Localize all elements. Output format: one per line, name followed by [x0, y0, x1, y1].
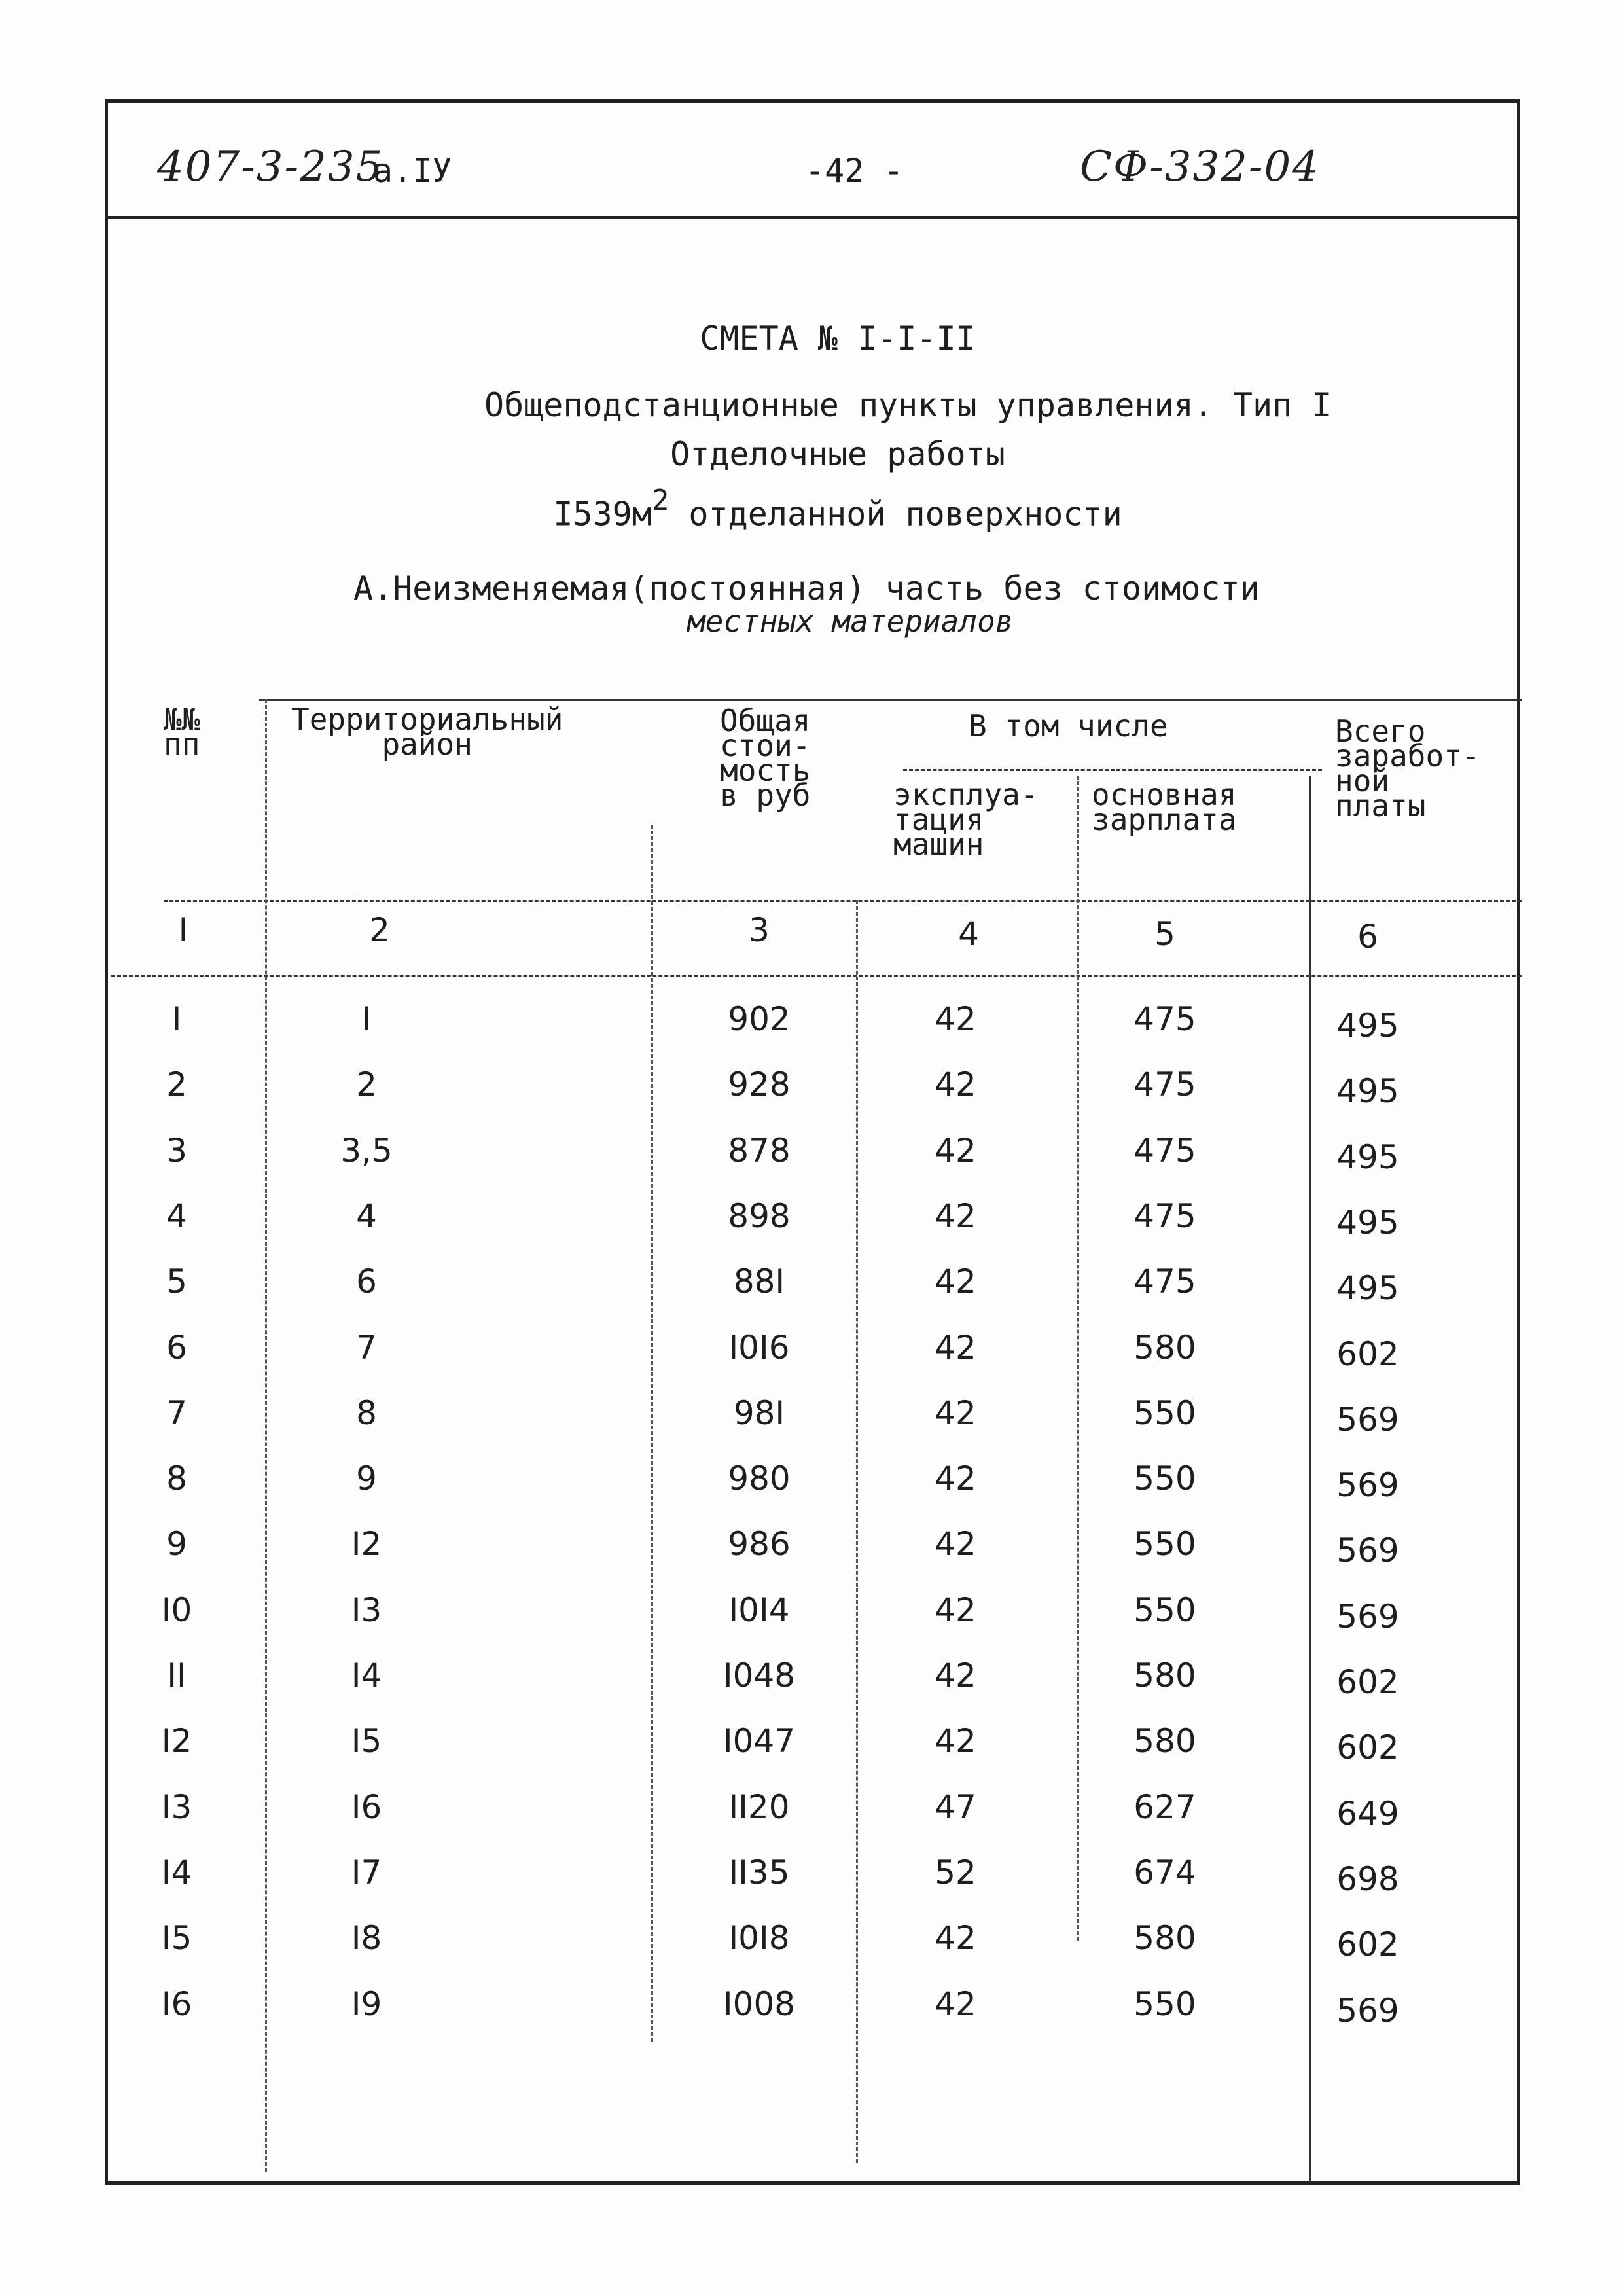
hdr-region-line1: Территориальный [291, 702, 563, 737]
hdr-machines-line1: эксплуа- [893, 777, 1039, 812]
cell-base-salary: 550 [1133, 1393, 1196, 1432]
col-sep-3 [856, 900, 858, 2163]
cell-row-number: I2 [161, 1722, 192, 1761]
col-number-4: 4 [958, 915, 979, 953]
cell-machine-cost: 42 [935, 1590, 976, 1629]
cell-machine-cost: 42 [935, 1393, 976, 1432]
col-number-2: 2 [369, 911, 390, 949]
cell-total-cost: II35 [728, 1853, 790, 1892]
cell-total-salary: 602 [1336, 1926, 1399, 1964]
cell-total-salary: 495 [1336, 1269, 1399, 1308]
cell-machine-cost: 42 [935, 1000, 976, 1038]
cell-row-number: 7 [166, 1393, 187, 1432]
volume-unit-sup: 2 [651, 484, 669, 517]
cell-total-cost: 902 [728, 1000, 791, 1038]
cell-region: I4 [351, 1657, 382, 1695]
cell-total-cost: I048 [722, 1657, 796, 1695]
section-title: А.Неизменяемая(постоянная) часть без стоимости [353, 569, 1260, 607]
cell-base-salary: 580 [1133, 1722, 1196, 1761]
cell-total-cost: 878 [728, 1131, 791, 1170]
hdr-machines-line3: машин [893, 827, 984, 862]
col-sep-4 [1077, 776, 1079, 1941]
hdr-total-cost-line2: стои- [720, 728, 811, 763]
cell-machine-cost: 42 [935, 1196, 976, 1235]
cell-base-salary: 475 [1133, 1000, 1196, 1038]
cell-total-salary: 495 [1336, 1138, 1399, 1176]
hdr-base-salary [1092, 777, 1237, 837]
cell-row-number: II [167, 1657, 187, 1695]
cell-row-number: I6 [161, 1984, 192, 2023]
cell-total-salary: 569 [1336, 1991, 1399, 2030]
hdr-num-line2: пп [164, 726, 200, 762]
cell-total-salary: 569 [1336, 1466, 1399, 1505]
cell-row-number: I [171, 1000, 182, 1038]
cell-total-salary: 495 [1336, 1203, 1399, 1242]
cell-region: I3 [351, 1590, 382, 1629]
cell-row-number: 4 [166, 1196, 187, 1235]
cell-base-salary: 550 [1133, 1460, 1196, 1498]
cell-base-salary: 550 [1133, 1984, 1196, 2023]
cell-total-cost: 928 [728, 1066, 791, 1104]
col-number-3: 3 [749, 911, 770, 949]
cell-total-cost: 98I [733, 1393, 785, 1432]
cell-total-salary: 602 [1336, 1663, 1399, 1701]
cell-region: 7 [356, 1328, 377, 1367]
hdr-num-line1: №№ [164, 702, 200, 737]
cell-row-number: I0 [161, 1590, 192, 1629]
cell-total-cost: 986 [728, 1525, 791, 1564]
cell-region: 9 [356, 1460, 377, 1498]
cell-base-salary: 627 [1133, 1787, 1196, 1826]
cell-machine-cost: 42 [935, 1984, 976, 2023]
cell-machine-cost: 42 [935, 1263, 976, 1301]
cell-row-number: 3 [166, 1131, 187, 1170]
cell-total-cost: 980 [728, 1460, 791, 1498]
cell-region: 4 [356, 1196, 377, 1235]
cell-total-salary: 569 [1336, 1532, 1399, 1570]
table-top-rule [259, 699, 1522, 701]
hdr-group: В том числе [969, 708, 1168, 744]
cell-total-salary: 569 [1336, 1400, 1399, 1439]
doc-code: 407-3-235 [157, 143, 384, 191]
hdr-machines-line2: тация [893, 802, 984, 837]
cell-base-salary: 550 [1133, 1525, 1196, 1564]
header-divider [105, 216, 1520, 219]
hdr-total-cost-line3: мость [720, 753, 811, 788]
cell-row-number: 5 [166, 1263, 187, 1301]
cell-base-salary: 475 [1133, 1131, 1196, 1170]
cell-total-salary: 649 [1336, 1794, 1399, 1833]
cell-machine-cost: 42 [935, 1131, 976, 1170]
page-number: -42 - [805, 152, 904, 190]
cell-row-number: 9 [166, 1525, 187, 1564]
group-rule [903, 769, 1322, 771]
cell-region: I2 [351, 1525, 382, 1564]
cell-machine-cost: 42 [935, 1066, 976, 1104]
cell-machine-cost: 42 [935, 1722, 976, 1761]
cell-base-salary: 580 [1133, 1328, 1196, 1367]
hdr-region-line2: район [382, 726, 473, 762]
cell-region: I5 [351, 1722, 382, 1761]
cell-region: I6 [351, 1787, 382, 1826]
cell-total-salary: 602 [1336, 1729, 1399, 1767]
cell-base-salary: 475 [1133, 1066, 1196, 1104]
hdr-base-salary-line2: зарплата [1092, 802, 1237, 837]
cell-region: I [361, 1000, 372, 1038]
hdr-total-cost [720, 703, 811, 813]
hdr-total-salary-line4: платы [1335, 788, 1426, 823]
hdr-machines [893, 777, 1039, 862]
cell-total-cost: 88I [733, 1263, 785, 1301]
cell-region: 2 [356, 1066, 377, 1104]
hdr-total-salary-line1: Всего [1335, 713, 1426, 749]
cell-base-salary: 550 [1133, 1590, 1196, 1629]
cell-region: I8 [351, 1919, 382, 1958]
cell-region: 3,5 [340, 1131, 393, 1170]
cell-base-salary: 580 [1133, 1919, 1196, 1958]
cell-row-number: I5 [161, 1919, 192, 1958]
cell-row-number: 8 [166, 1460, 187, 1498]
cell-total-cost: 898 [728, 1196, 791, 1235]
cell-machine-cost: 42 [935, 1657, 976, 1695]
cell-machine-cost: 42 [935, 1328, 976, 1367]
col-number-6: 6 [1357, 918, 1378, 956]
cell-region: I7 [351, 1853, 382, 1892]
hdr-total-salary [1335, 713, 1480, 823]
hdr-total-salary-line2: заработ- [1335, 738, 1480, 774]
cell-machine-cost: 42 [935, 1460, 976, 1498]
volume-tail: отделанной поверхности [669, 495, 1122, 533]
hdr-total-cost-line4: в руб [720, 778, 811, 813]
cell-machine-cost: 42 [935, 1525, 976, 1564]
hdr-total-cost-line1: Общая [720, 703, 811, 738]
work-type: Отделочные работы [670, 435, 1005, 473]
header-bottom-rule [164, 900, 1522, 902]
hdr-base-salary-line1: основная [1092, 777, 1237, 812]
cell-region: I9 [351, 1984, 382, 2023]
cell-total-cost: I047 [722, 1722, 796, 1761]
cell-base-salary: 674 [1133, 1853, 1196, 1892]
cell-base-salary: 475 [1133, 1263, 1196, 1301]
cell-region: 6 [356, 1263, 377, 1301]
cell-total-salary: 569 [1336, 1597, 1399, 1636]
section-subtitle: местных материалов [687, 603, 1014, 639]
cell-total-cost: II20 [728, 1787, 790, 1826]
col-number-1: I [178, 911, 188, 949]
cell-machine-cost: 47 [935, 1787, 976, 1826]
cell-total-salary: 602 [1336, 1335, 1399, 1373]
cell-machine-cost: 42 [935, 1919, 976, 1958]
cell-base-salary: 580 [1133, 1657, 1196, 1695]
volume-value: I539м [553, 495, 652, 533]
estimate-subtitle: Общеподстанционные пункты управления. Тип I [484, 386, 1332, 424]
series-code: СФ-332-04 [1080, 143, 1320, 191]
cell-total-salary: 698 [1336, 1859, 1399, 1898]
hdr-num [164, 702, 200, 762]
cell-row-number: I4 [161, 1853, 192, 1892]
cell-machine-cost: 52 [935, 1853, 976, 1892]
album-number: а.IУ [373, 152, 452, 190]
hdr-region [291, 702, 563, 762]
cell-total-cost: I0I6 [728, 1328, 790, 1367]
hdr-total-salary-line3: ной [1335, 763, 1390, 798]
col-sep-1 [265, 699, 267, 2172]
cell-row-number: 6 [166, 1328, 187, 1367]
col-sep-2 [651, 825, 653, 2042]
cell-region: 8 [356, 1393, 377, 1432]
cell-row-number: 2 [166, 1066, 187, 1104]
cell-total-cost: I0I8 [728, 1919, 790, 1958]
col-number-5: 5 [1154, 915, 1175, 953]
estimate-title: СМЕТА № I-I-II [700, 319, 976, 357]
cell-base-salary: 475 [1133, 1196, 1196, 1235]
cell-total-cost: I0I4 [728, 1590, 790, 1629]
volume [0, 484, 1623, 533]
cell-total-cost: I008 [722, 1984, 796, 2023]
cell-total-salary: 495 [1336, 1072, 1399, 1111]
cell-total-salary: 495 [1336, 1007, 1399, 1045]
cell-row-number: I3 [161, 1787, 192, 1826]
